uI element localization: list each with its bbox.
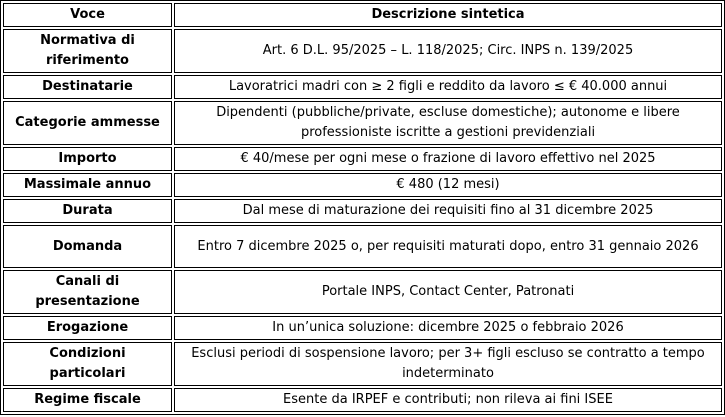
row-label: Durata: [3, 199, 172, 223]
row-value: Esente da IRPEF e contributi; non rileva ai fini ISEE: [174, 388, 722, 412]
header-voce: Voce: [3, 3, 172, 27]
table-row: [3, 225, 722, 268]
row-label: Regime fiscale: [3, 388, 172, 412]
table-row: [3, 388, 722, 412]
row-value: Dal mese di maturazione dei requisiti fino al 31 dicembre 2025: [174, 199, 722, 223]
row-label: Massimale annuo: [3, 173, 172, 197]
table-row: [3, 173, 722, 197]
row-value: € 480 (12 mesi): [174, 173, 722, 197]
row-label: Erogazione: [3, 316, 172, 340]
table-row: [3, 101, 722, 145]
table-row: [3, 199, 722, 223]
table-row: [3, 270, 722, 314]
row-label: Domanda: [3, 225, 172, 268]
row-value: Art. 6 D.L. 95/2025 – L. 118/2025; Circ. INPS n. 139/2025: [174, 29, 722, 73]
row-value: € 40/mese per ogni mese o frazione di lavoro effettivo nel 2025: [174, 147, 722, 171]
header-descrizione: Descrizione sintetica: [174, 3, 722, 27]
row-label: Condizioni particolari: [3, 342, 172, 386]
table-row: [3, 29, 722, 73]
table-header-row: [3, 3, 722, 27]
row-label: Canali di presentazione: [3, 270, 172, 314]
row-label: Destinatarie: [3, 75, 172, 99]
table-row: [3, 147, 722, 171]
row-value: Dipendenti (pubbliche/private, escluse domestiche); autonome e libere professioniste iscritte a gestioni previdenziali: [174, 101, 722, 145]
row-label: Normativa di riferimento: [3, 29, 172, 73]
row-value: In un’unica soluzione: dicembre 2025 o febbraio 2026: [174, 316, 722, 340]
row-label: Importo: [3, 147, 172, 171]
table-row: [3, 316, 722, 340]
row-value: Portale INPS, Contact Center, Patronati: [174, 270, 722, 314]
row-value: Entro 7 dicembre 2025 o, per requisiti maturati dopo, entro 31 gennaio 2026: [174, 225, 722, 268]
row-label: Categorie ammesse: [3, 101, 172, 145]
row-value: Esclusi periodi di sospensione lavoro; per 3+ figli escluso se contratto a tempo indeterminato: [174, 342, 722, 386]
row-value: Lavoratrici madri con ≥ 2 figli e reddito da lavoro ≤ € 40.000 annui: [174, 75, 722, 99]
table-row: [3, 342, 722, 386]
table-row: [3, 75, 722, 99]
